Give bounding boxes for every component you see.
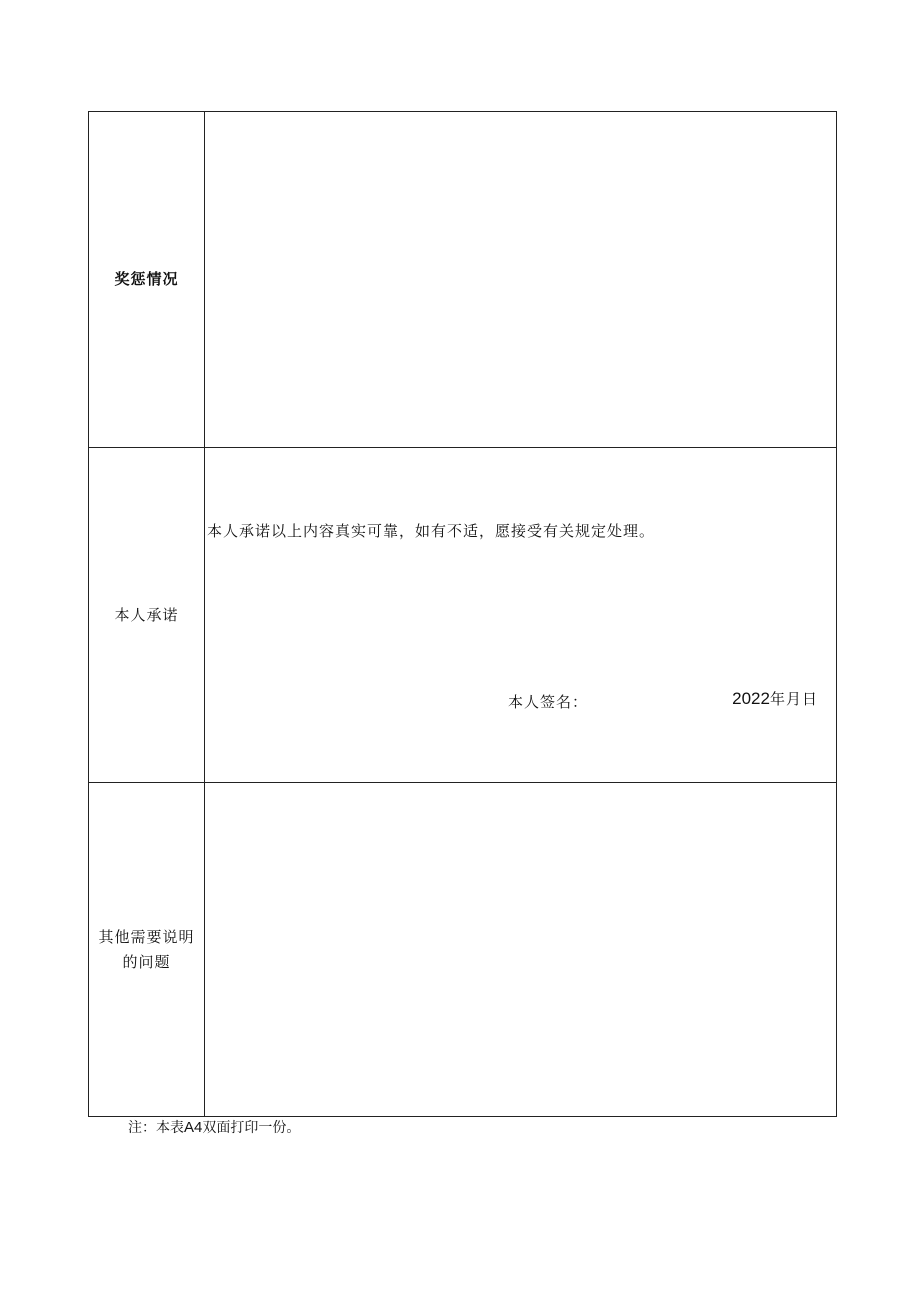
rewards-penalties-content[interactable] bbox=[205, 112, 836, 447]
application-form-table bbox=[88, 111, 837, 1117]
footnote-suffix: 双面打印一份。 bbox=[202, 1120, 301, 1136]
footnote-paper-size: A4 bbox=[184, 1119, 203, 1136]
other-notes-row bbox=[89, 782, 836, 1116]
personal-pledge-row bbox=[89, 447, 836, 782]
footnote bbox=[128, 1117, 300, 1137]
signature-date bbox=[732, 688, 818, 709]
rewards-penalties-label: 奖惩情况 bbox=[89, 112, 205, 447]
pledge-statement: 本人承诺以上内容真实可靠，如有不适，愿接受有关规定处理。 bbox=[207, 522, 656, 540]
date-year: 2022 bbox=[732, 689, 770, 708]
personal-pledge-content[interactable] bbox=[205, 448, 836, 782]
other-notes-label bbox=[89, 783, 205, 1116]
other-notes-label-line2: 的问题 bbox=[122, 952, 171, 971]
other-notes-label-line1: 其他需要说明 bbox=[98, 927, 195, 946]
date-month-unit: 年月 bbox=[769, 690, 802, 708]
date-day-unit: 日 bbox=[801, 690, 818, 708]
signature-label: 本人签名： bbox=[508, 693, 589, 711]
personal-pledge-label: 本人承诺 bbox=[89, 448, 205, 782]
other-notes-content[interactable] bbox=[205, 783, 836, 1116]
rewards-penalties-row bbox=[89, 112, 836, 447]
footnote-prefix: 注：本表 bbox=[128, 1120, 184, 1136]
